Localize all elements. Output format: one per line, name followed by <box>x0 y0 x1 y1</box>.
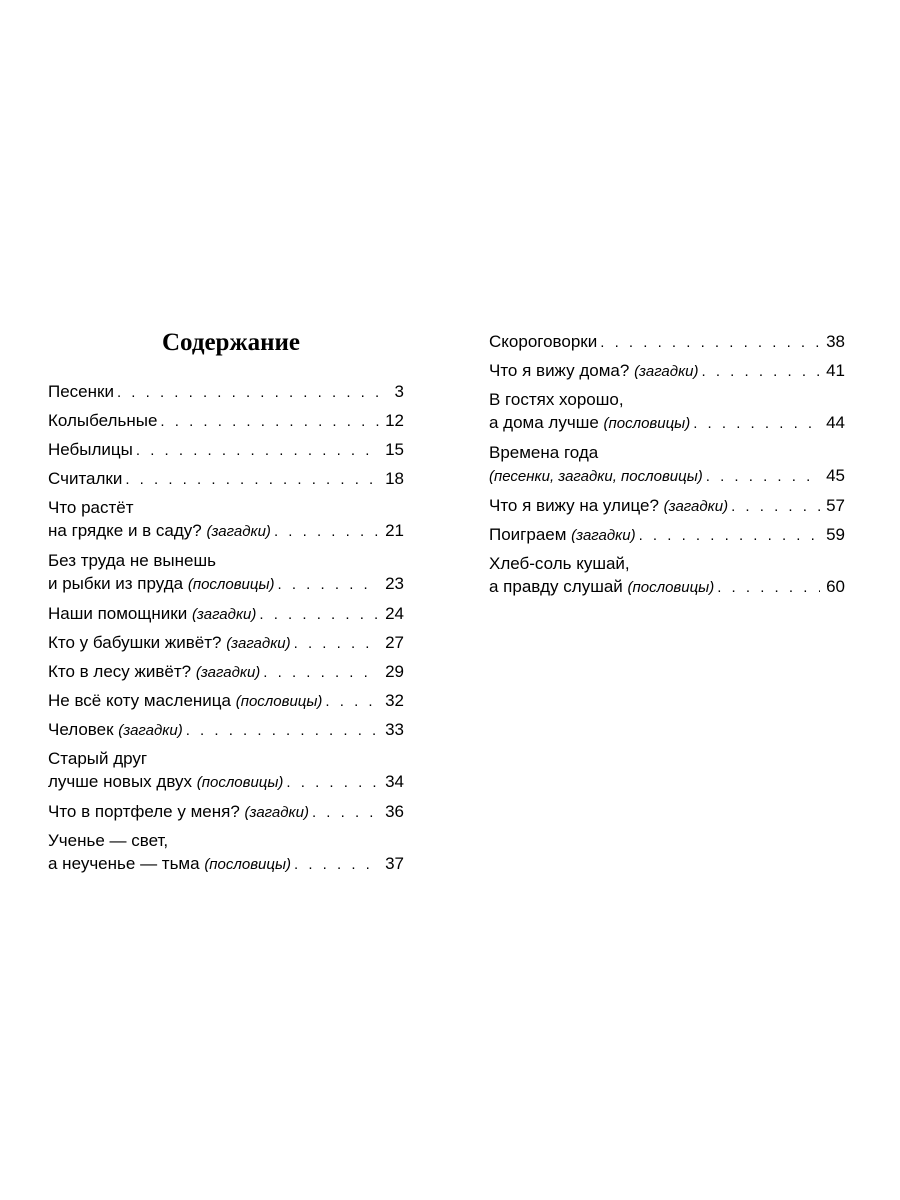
entry-category: (пословицы) <box>627 579 715 596</box>
toc-row <box>48 438 404 462</box>
entry-title: Кто у бабушки живёт? <box>48 633 222 652</box>
page-number: 12 <box>385 411 404 430</box>
toc-row <box>489 523 845 547</box>
toc-entry <box>48 631 404 655</box>
page-number: 23 <box>385 574 404 593</box>
toc-entry <box>489 523 845 547</box>
toc-row <box>48 660 404 684</box>
entry-category: (пословицы) <box>204 856 291 873</box>
toc-entry <box>48 380 404 404</box>
toc-entry <box>489 494 845 518</box>
entry-title: Считалки <box>48 469 123 488</box>
toc-entry <box>48 467 404 491</box>
toc-entry <box>48 496 404 543</box>
entry-category: (загадки) <box>571 527 636 544</box>
entry-title: Не всё коту масленица <box>48 691 231 710</box>
page-number: 37 <box>385 854 404 873</box>
entry-title: а неученье — тьма <box>48 854 200 873</box>
dot-leader <box>312 801 379 824</box>
entry-title: Небылицы <box>48 440 133 459</box>
entry-category: (пословицы) <box>196 774 284 791</box>
dot-leader <box>274 520 379 543</box>
toc-entry <box>48 549 404 596</box>
toc-entry <box>48 800 404 824</box>
dot-leader <box>717 576 820 599</box>
toc-row <box>48 380 404 404</box>
toc-entry <box>48 660 404 684</box>
toc-row <box>489 494 845 518</box>
toc-row <box>489 464 845 488</box>
page-number: 18 <box>385 469 404 488</box>
toc-entry <box>48 602 404 626</box>
toc-row <box>48 689 404 713</box>
entry-title-line1: Старый друг <box>48 749 148 768</box>
entry-title: а правду слушай <box>489 577 623 596</box>
entry-title: Что я вижу на улице? <box>489 496 659 515</box>
toc-column-right <box>489 330 845 605</box>
entry-title: Скороговорки <box>489 332 598 351</box>
entry-category: (загадки) <box>195 664 261 681</box>
dot-leader <box>600 331 820 354</box>
entry-title-line1: Без труда не вынешь <box>48 551 216 570</box>
page-number: 29 <box>385 662 404 681</box>
entry-category: (загадки) <box>663 498 729 515</box>
toc-row <box>48 467 404 491</box>
page-number: 45 <box>826 466 845 485</box>
page-number: 15 <box>385 440 404 459</box>
toc-entry <box>48 829 404 876</box>
entry-title: на грядке и в саду? <box>48 521 202 540</box>
entry-title: Кто в лесу живёт? <box>48 662 192 681</box>
page-number: 3 <box>394 382 404 401</box>
entry-title-line1: В гостях хорошо, <box>489 390 624 409</box>
entry-title-line1: Ученье — свет, <box>48 831 169 850</box>
toc-row <box>48 852 404 876</box>
toc-row <box>489 575 845 599</box>
dot-leader <box>702 360 821 383</box>
page-number: 34 <box>385 772 404 791</box>
toc-entry <box>489 441 845 488</box>
dot-leader <box>693 412 820 435</box>
entry-title: Песенки <box>48 382 114 401</box>
toc-row <box>48 602 404 626</box>
toc-row <box>48 631 404 655</box>
entry-title: Поиграем <box>489 525 567 544</box>
toc-entry <box>48 438 404 462</box>
dot-leader <box>136 439 379 462</box>
toc-row <box>48 519 404 543</box>
dot-leader <box>160 410 379 433</box>
toc-entry <box>48 718 404 742</box>
entry-category: (загадки) <box>226 635 291 652</box>
dot-leader <box>125 468 379 491</box>
toc-row <box>48 409 404 433</box>
entry-title: Колыбельные <box>48 411 158 430</box>
page-number: 41 <box>826 361 845 380</box>
toc-row <box>48 718 404 742</box>
entry-category: (загадки) <box>118 722 183 739</box>
toc-column-left <box>48 380 404 882</box>
page-number: 24 <box>385 604 404 623</box>
page-number: 33 <box>385 720 404 739</box>
dot-leader <box>186 719 379 742</box>
entry-category: (песенки, загадки, пословицы) <box>489 468 703 485</box>
dot-leader <box>639 524 820 547</box>
page-number: 27 <box>385 633 404 652</box>
entry-title: Что я вижу дома? <box>489 361 630 380</box>
entry-title: Наши помощники <box>48 604 188 623</box>
toc-entry <box>489 388 845 435</box>
dot-leader <box>294 853 379 876</box>
entry-category: (загадки) <box>634 363 699 380</box>
entry-title: Что в портфеле у меня? <box>48 802 240 821</box>
entry-category: (загадки) <box>191 606 257 623</box>
dot-leader <box>286 771 379 794</box>
page-number: 60 <box>826 577 845 596</box>
toc-row <box>48 572 404 596</box>
entry-title-line1: Что растёт <box>48 498 134 517</box>
page-number: 38 <box>826 332 845 351</box>
dot-leader <box>731 495 820 518</box>
page-number: 32 <box>385 691 404 710</box>
toc-entry <box>489 359 845 383</box>
page-number: 21 <box>385 521 404 540</box>
entry-title-line1: Времена года <box>489 443 599 462</box>
page-number: 44 <box>826 413 845 432</box>
toc-row <box>48 770 404 794</box>
toc-row <box>489 411 845 435</box>
entry-title-line1: Хлеб-соль кушай, <box>489 554 630 573</box>
toc-row <box>489 330 845 354</box>
page-number: 59 <box>826 525 845 544</box>
page-title: Содержание <box>161 329 300 356</box>
entry-category: (пословицы) <box>235 693 323 710</box>
toc-entry <box>489 330 845 354</box>
entry-category: (пословицы) <box>187 576 275 593</box>
dot-leader <box>259 603 379 626</box>
entry-title: а дома лучше <box>489 413 599 432</box>
entry-title: Человек <box>48 720 114 739</box>
entry-category: (пословицы) <box>603 415 691 432</box>
toc-row <box>489 359 845 383</box>
dot-leader <box>263 661 379 684</box>
dot-leader <box>117 381 389 404</box>
toc-entry <box>48 747 404 794</box>
dot-leader <box>278 573 380 596</box>
toc-entry <box>48 689 404 713</box>
entry-category: (загадки) <box>244 804 309 821</box>
page-number: 57 <box>826 496 845 515</box>
toc-entry <box>489 552 845 599</box>
dot-leader <box>706 465 820 488</box>
page-number: 36 <box>385 802 404 821</box>
entry-category: (загадки) <box>206 523 271 540</box>
dot-leader <box>325 690 379 713</box>
dot-leader <box>294 632 379 655</box>
toc-row <box>48 800 404 824</box>
entry-title: лучше новых двух <box>48 772 192 791</box>
entry-title: и рыбки из пруда <box>48 574 184 593</box>
toc-entry <box>48 409 404 433</box>
